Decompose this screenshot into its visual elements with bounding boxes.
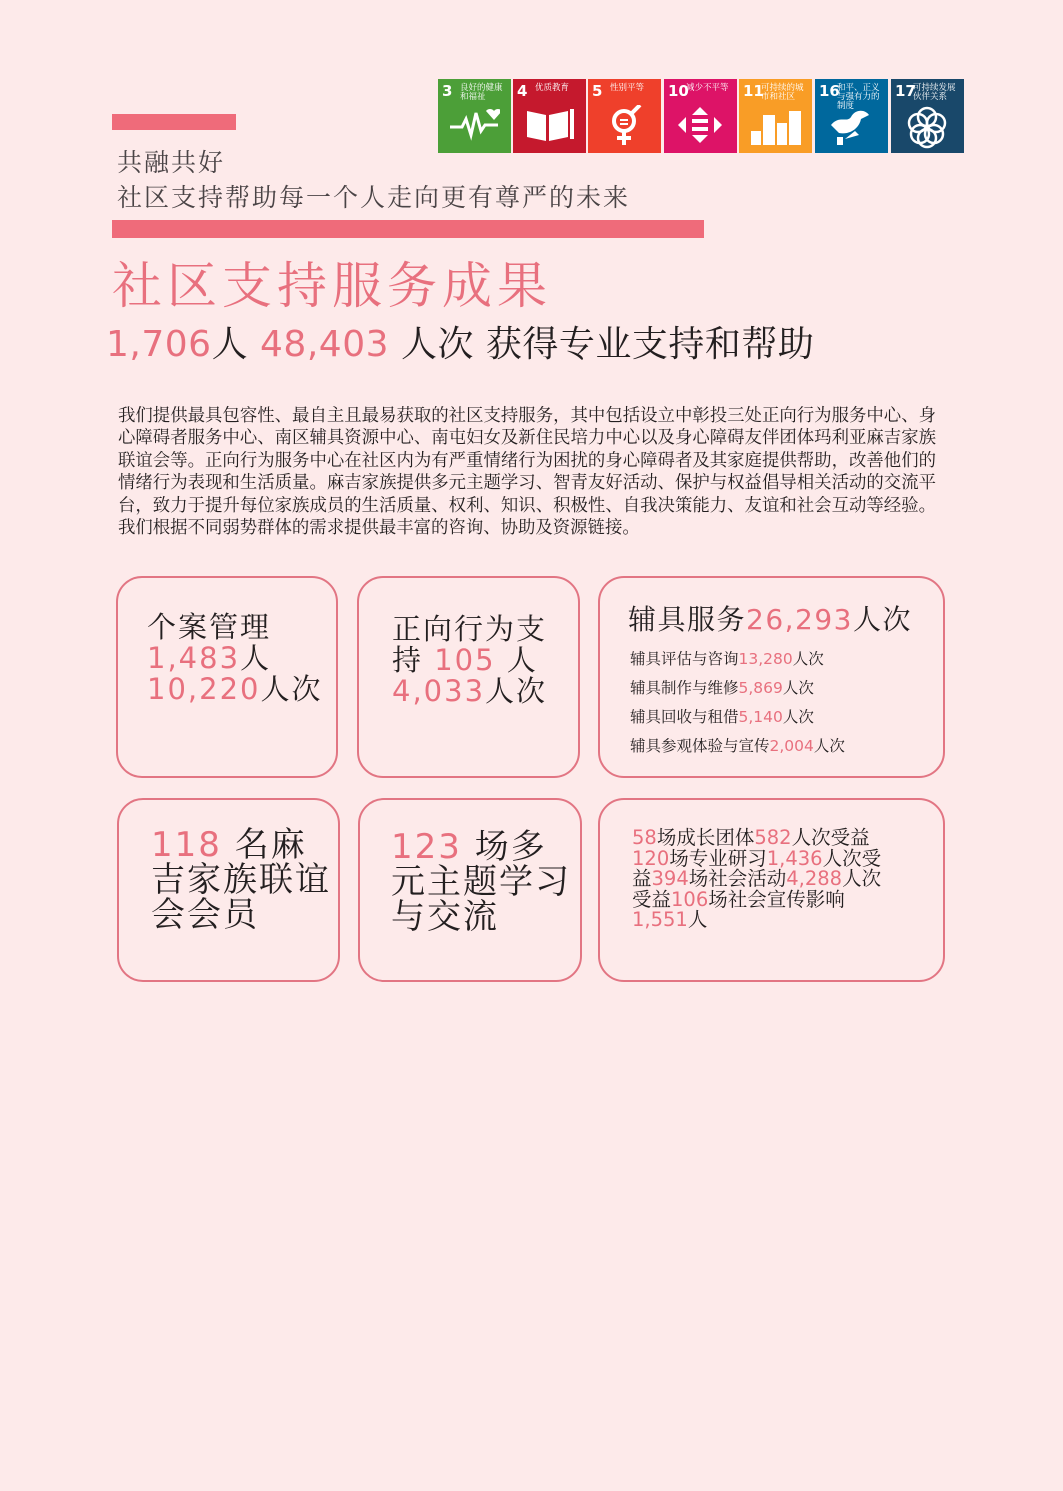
headline-unit-people: 人: [211, 324, 249, 365]
card-unit: 人: [495, 643, 538, 677]
card-positive-behavior: [357, 576, 580, 778]
card-label: 场成长团体: [656, 826, 755, 849]
card-family-members-text: [151, 825, 331, 935]
item-label: 辅具评估与咨询: [630, 650, 739, 668]
card-number: 582: [754, 826, 792, 849]
city-icon: [749, 105, 805, 147]
card-label: 场多元主题学习与交流: [391, 827, 571, 937]
item-unit: 人次: [792, 650, 824, 668]
card-themes: [358, 798, 582, 982]
kicker-line-1: 共融共好: [117, 148, 226, 177]
card-activities-text: [632, 828, 892, 931]
list-item: [630, 734, 845, 763]
card-unit: 人次: [853, 603, 913, 636]
gender-icon: [598, 105, 650, 147]
sdg-label: 可持续发展伙伴关系: [913, 83, 956, 102]
card-number: 10,220: [147, 672, 261, 706]
item-label: 辅具回收与租借: [630, 708, 739, 726]
card-number: 105: [434, 643, 496, 677]
kicker-line-2: 社区支持帮助每一个人走向更有尊严的未来: [117, 183, 631, 212]
list-item: [630, 647, 845, 676]
sdg-label: 优质教育: [535, 83, 570, 93]
item-number: 2,004: [769, 737, 814, 755]
card-themes-text: [391, 827, 571, 937]
accent-bar-top: [112, 114, 236, 130]
card-activities: [598, 798, 945, 982]
sdg-number: 4: [517, 82, 528, 100]
card-label: 辅具服务: [628, 603, 747, 636]
card-label: 名麻吉家族联谊会会员: [151, 825, 331, 935]
book-icon: [523, 105, 575, 145]
card-assistive-devices: [598, 576, 945, 778]
list-item: [630, 676, 845, 705]
headline: [106, 316, 814, 367]
card-number: 118: [151, 825, 222, 865]
card-label: 场专业研习: [669, 846, 767, 870]
card-label: 场社会活动: [688, 867, 787, 890]
sdg-4-tile: [513, 79, 586, 153]
item-unit: 人次: [813, 737, 845, 755]
partnership-icon: [901, 105, 953, 149]
headline-count-visits: 48,403: [260, 324, 389, 365]
sdg-number: 17: [895, 82, 916, 100]
sdg-label: 良好的健康和福祉: [460, 83, 503, 102]
card-label: 正向行为支: [392, 612, 548, 646]
card-assistive-heading: [628, 598, 912, 638]
sdg-16-tile: [815, 79, 888, 153]
intro-paragraph: 我们提供最具包容性、最自主且最易获取的社区支持服务，其中包括设立中彰投三处正向行为服务中心、身心障碍者服务中心、南区辅具资源中心、南屯妇女及新住民培力中心以及身心障碍友伴团体玛利亚麻吉家族联谊会等。正向行为服务中心在社区内为有严重情绪行为困扰的身心障碍者及其家庭提供帮助，改善他们的情绪行为表现和生活质量。麻吉家族提供多元主题学习、智青友好活动、保护与权益倡导相关活动的交流平台，致力于提升每位家族成员的生活质量、权利、知识、积极性、自我决策能力、友谊和社会互动等经验。我们根据不同弱势群体的需求提供最丰富的咨询、协助及资源链接。: [118, 406, 936, 539]
card-number: 4,288: [786, 867, 843, 890]
card-unit: 人次: [485, 674, 548, 708]
dove-icon: [825, 105, 877, 147]
card-number: 26,293: [746, 603, 853, 636]
sdg-number: 5: [592, 82, 603, 100]
accent-bar-mid: [112, 220, 704, 238]
card-number: 106: [671, 887, 709, 911]
card-label: 人次受益: [632, 846, 882, 890]
headline-count-people: 1,706: [106, 324, 212, 365]
sdg-11-tile: [739, 79, 812, 153]
item-unit: 人次: [782, 679, 814, 697]
item-number: 5,140: [738, 708, 783, 726]
card-label: 人次受益: [791, 826, 870, 849]
card-number: 1,483: [147, 641, 241, 675]
card-label: 人次受益: [632, 867, 882, 911]
card-number: 1,436: [766, 846, 823, 870]
card-number: 1,551: [632, 908, 688, 931]
headline-tail: 人次 获得专业支持和帮助: [389, 324, 815, 365]
sdg-3-tile: [438, 79, 511, 153]
card-label: 人: [687, 908, 708, 931]
card-positive-behavior-text: [392, 614, 547, 707]
card-case-management: [116, 576, 338, 778]
sdg-label: 和平、正义与强有力的制度: [837, 83, 880, 111]
card-number: 4,033: [392, 674, 486, 708]
sdg-number: 10: [668, 82, 689, 100]
sdg-10-tile: [664, 79, 737, 153]
assistive-items-list: [630, 647, 845, 763]
sdg-number: 16: [819, 82, 840, 100]
sdg-number: 11: [743, 82, 764, 100]
card-family-members: [117, 798, 340, 982]
card-unit: 人: [240, 641, 272, 675]
card-label: 持: [392, 643, 435, 677]
page-title: 社区支持服务成果: [112, 257, 552, 315]
card-number: 394: [651, 867, 689, 890]
card-label: 个案管理: [147, 610, 272, 644]
card-unit: 人次: [260, 672, 323, 706]
sdg-number: 3: [442, 82, 453, 100]
sdg-5-tile: [588, 79, 661, 153]
item-label: 辅具制作与维修: [630, 679, 739, 697]
card-label: 场社会宣传影响: [708, 887, 845, 911]
card-case-management-text: [147, 612, 323, 705]
sdg-label: 性别平等: [610, 83, 645, 93]
sdg-label: 可持续的城市和社区: [761, 83, 804, 102]
card-number: 120: [632, 846, 670, 870]
sdg-17-tile: [891, 79, 964, 153]
item-label: 辅具参观体验与宣传: [630, 737, 770, 755]
card-number: 123: [391, 827, 462, 867]
item-number: 5,869: [738, 679, 783, 697]
list-item: [630, 705, 845, 734]
heartbeat-icon: [448, 105, 500, 145]
item-unit: 人次: [782, 708, 814, 726]
item-number: 13,280: [738, 650, 793, 668]
card-number: 58: [632, 826, 657, 849]
equality-icon: [674, 105, 726, 145]
sdg-label: 减少不平等: [686, 83, 729, 93]
